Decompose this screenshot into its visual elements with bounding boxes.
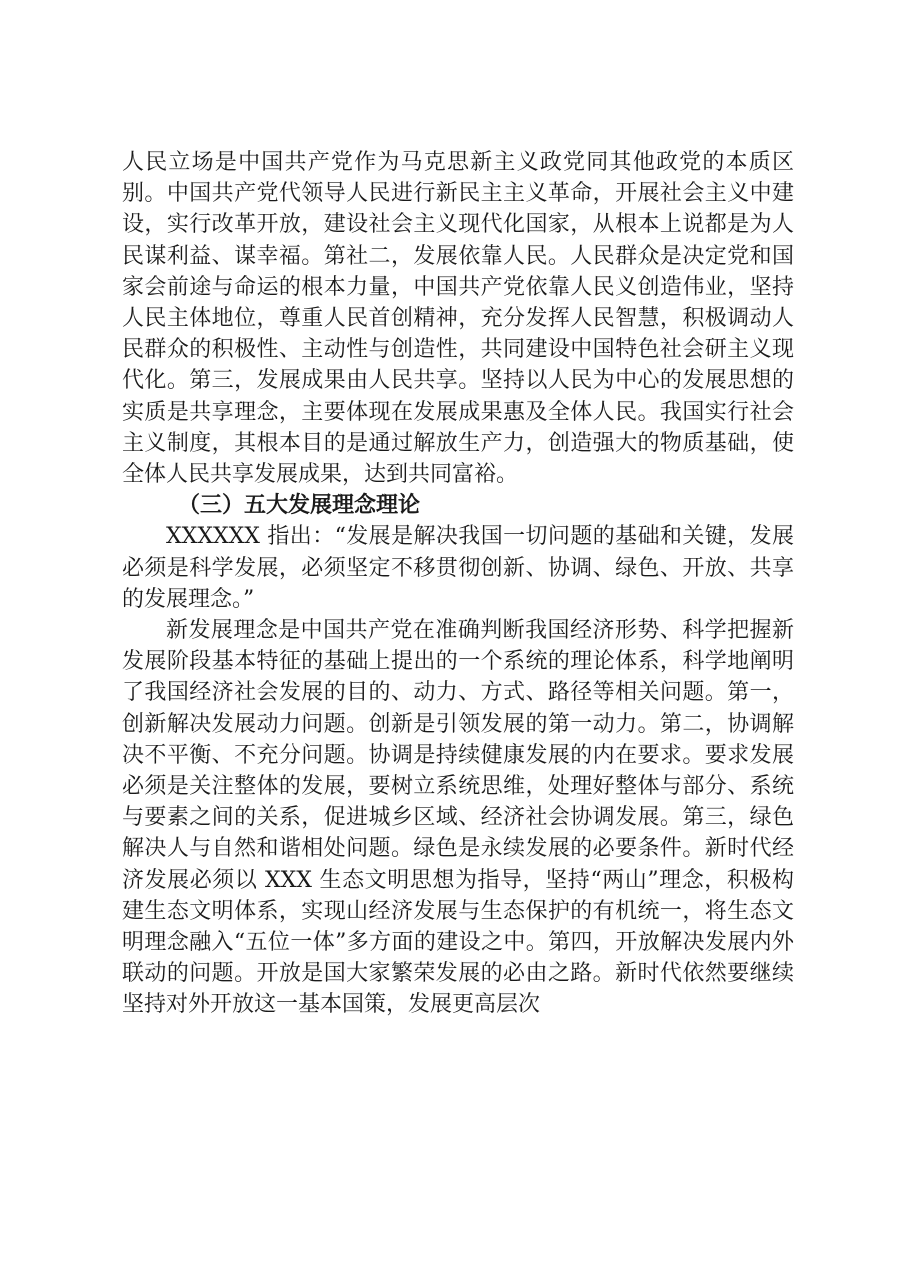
paragraph-people-stance: 人民立场是中国共产党作为马克思新主义政党同其他政党的本质区别。中国共产党代领导人民进行新民主主义革命，开展社会主义中建设，实行改革开放，建设社会主义现代化国家，从根本上说都是为人民谋利益、谋幸福。第社二，发展依靠人民。人民群众是决定党和国家会前途与命运的根本力量，中国共产党依靠人民义创造伟业，坚持人民主体地位，尊重人民首创精神，充分发挥人民智慧，积极调动人民群众的积极性、主动性与创造性，共同建设中国特色社会研主义现代化。第三，发展成果由人民共享。坚持以人民为中心的发展思想的实质是共享理念，主要体现在发展成果惠及全体人民。我国实行社会主义制度，其根本目的是通过解放生产力，创造强大的物质基础，使全体人民共享发展成果，达到共同富裕。 [122,150,794,488]
paragraph-quote: XXXXXX 指出：“发展是解决我国一切问题的基础和关键，发展必须是科学发展，必须坚定不移贯彻创新、协调、绿色、开放、共享的发展理念。” [122,524,794,612]
document-body [122,147,794,1021]
section-heading-five-concepts: （三）五大发展理念理论 [178,492,421,519]
paragraph-new-development-concept: 新发展理念是中国共产党在准确判断我国经济形势、科学把握新发展阶段基本特征的基础上提出的一个系统的理论体系，科学地阐明了我国经济社会发展的目的、动力、方式、路径等相关问题。第一，创新解决发展动力问题。创新是引领发展的第一动力。第二，协调解决不平衡、不充分问题。协调是持续健康发展的内在要求。要求发展必须是关注整体的发展，要树立系统思维，处理好整体与部分、系统与要素之间的关系，促进城乡区域、经济社会协调发展。第三，绿色解决人与自然和谐相处问题。绿色是永续发展的必要条件。新时代经济发展必须以 XXX 生态文明思想为指导，坚持“两山”理念，积极构建生态文明体系，实现山经济发展与生态保护的有机统一，将生态文明理念融入“五位一体”多方面的建设之中。第四，开放解决发展内外联动的问题。开放是国大家繁荣发展的必由之路。新时代依然要继续坚持对外开放这一基本国策，发展更高层次 [122,618,795,1018]
